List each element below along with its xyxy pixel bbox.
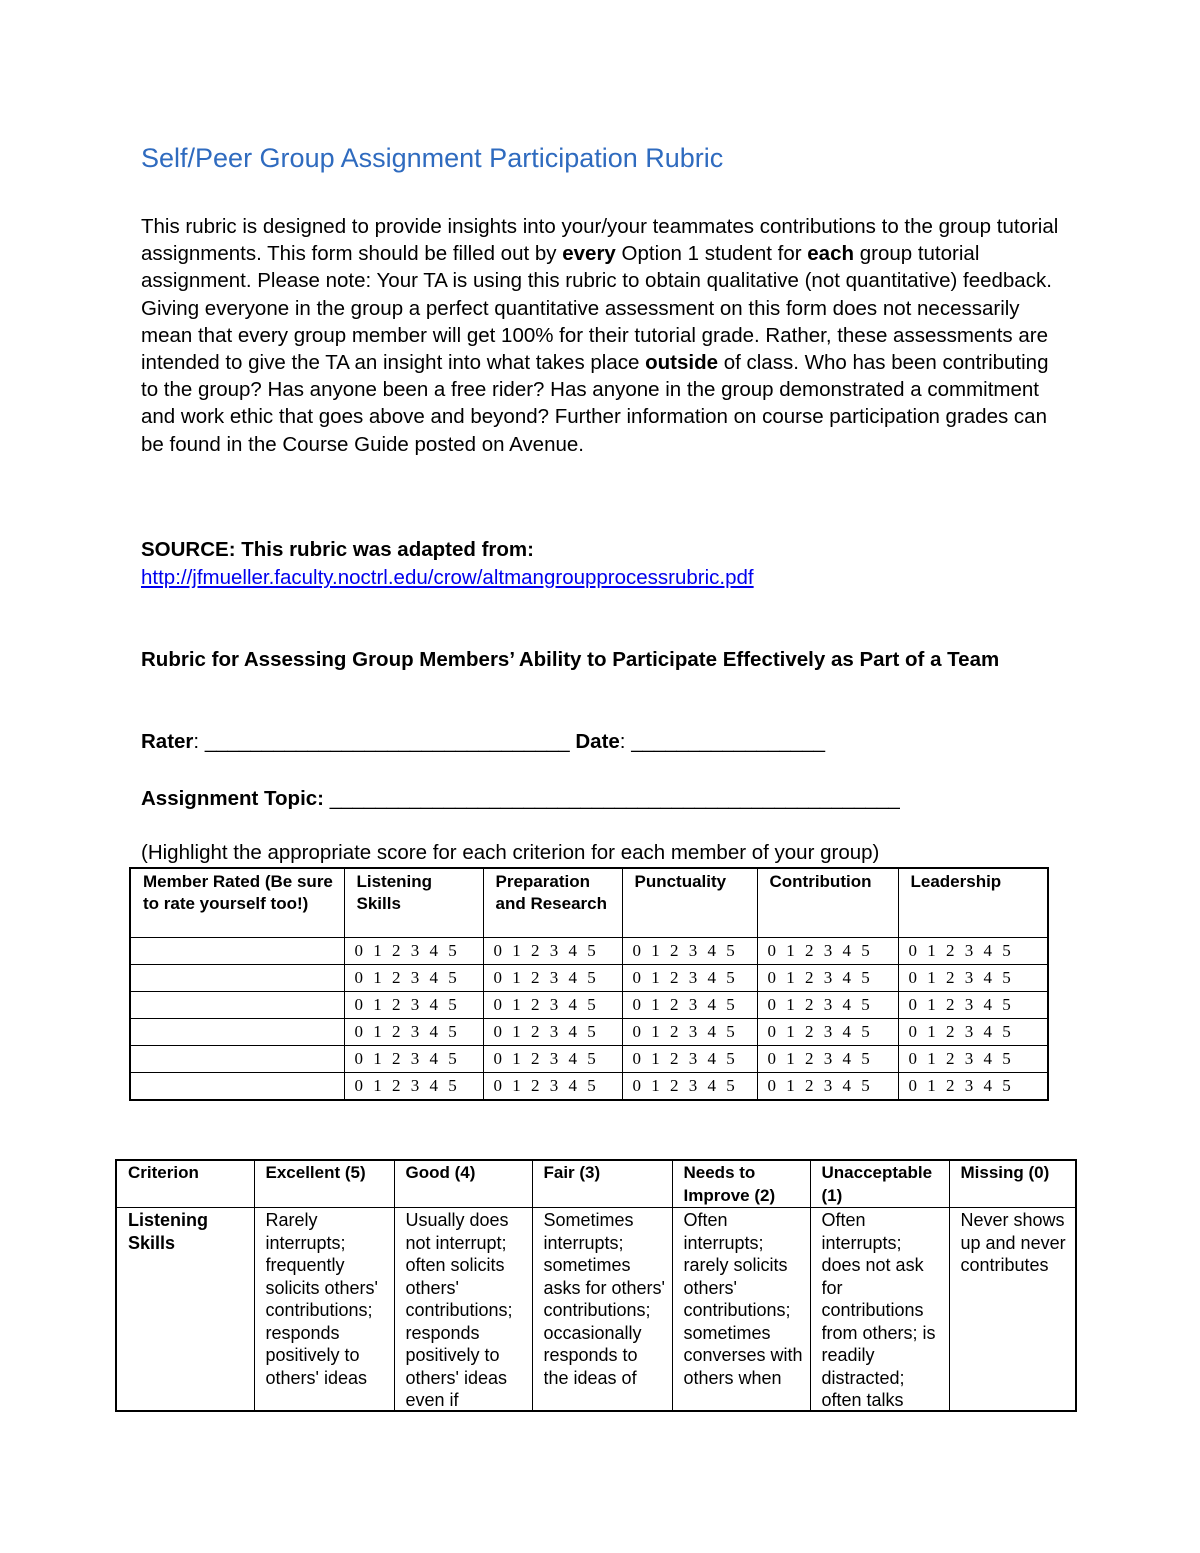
needs-cell: [672, 1208, 810, 1412]
score-cell[interactable]: 0 1 2 3 4 5: [483, 992, 622, 1019]
excellent-cell: [254, 1208, 394, 1412]
topic-label: Assignment Topic:: [141, 787, 324, 810]
score-cell[interactable]: 0 1 2 3 4 5: [483, 938, 622, 965]
score-cell[interactable]: 0 1 2 3 4 5: [622, 1046, 757, 1073]
missing-cell: [949, 1208, 1076, 1412]
unacceptable-text: Often interrupts; does not ask for contributions from others; is readily distracted; often talks: [821, 1210, 936, 1410]
header-leadership: Leadership: [898, 868, 1048, 938]
table-row: [130, 1046, 1048, 1073]
header-missing: Missing (0): [949, 1160, 1076, 1208]
intro-emphasis: outside: [645, 351, 719, 375]
score-cell[interactable]: 0 1 2 3 4 5: [483, 1019, 622, 1046]
score-cell[interactable]: 0 1 2 3 4 5: [483, 1046, 622, 1073]
table-row: [130, 1019, 1048, 1046]
rater-field[interactable]: [141, 730, 825, 754]
criteria-table-header: [116, 1160, 1076, 1208]
score-cell[interactable]: 0 1 2 3 4 5: [898, 938, 1048, 965]
score-table: [129, 867, 1049, 1101]
score-cell[interactable]: 0 1 2 3 4 5: [757, 965, 898, 992]
member-name-cell[interactable]: [130, 1019, 344, 1046]
table-row: [130, 938, 1048, 965]
table-row: [130, 992, 1048, 1019]
header-needs-to-improve: Needs to Improve (2): [672, 1160, 810, 1208]
header-good: Good (4): [394, 1160, 532, 1208]
score-cell[interactable]: 0 1 2 3 4 5: [757, 1073, 898, 1101]
source-link[interactable]: http://jfmueller.faculty.noctrl.edu/crow/altmangroupprocessrubric.pdf: [141, 566, 754, 589]
criteria-table: [115, 1159, 1077, 1412]
score-cell[interactable]: 0 1 2 3 4 5: [344, 1046, 483, 1073]
fair-cell: [532, 1208, 672, 1412]
member-name-cell[interactable]: [130, 992, 344, 1019]
member-name-cell[interactable]: [130, 965, 344, 992]
score-cell[interactable]: 0 1 2 3 4 5: [757, 938, 898, 965]
header-criterion: Criterion: [116, 1160, 254, 1208]
score-table-header: [130, 868, 1048, 938]
assignment-topic-field[interactable]: [141, 787, 900, 811]
missing-text: Never shows up and never contributes: [960, 1210, 1066, 1275]
criterion-text: Listening Skills: [128, 1210, 208, 1253]
score-cell[interactable]: 0 1 2 3 4 5: [622, 938, 757, 965]
instruction-text: (Highlight the appropriate score for each criterion for each member of your group): [141, 841, 880, 864]
header-contribution: Contribution: [757, 868, 898, 938]
header-preparation-research: Preparation and Research: [483, 868, 622, 938]
score-cell[interactable]: 0 1 2 3 4 5: [898, 1019, 1048, 1046]
score-cell[interactable]: 0 1 2 3 4 5: [898, 1073, 1048, 1101]
table-row: [130, 965, 1048, 992]
member-name-cell[interactable]: [130, 938, 344, 965]
score-cell[interactable]: 0 1 2 3 4 5: [622, 992, 757, 1019]
rater-line: : ________________________________: [193, 730, 576, 753]
header-punctuality: Punctuality: [622, 868, 757, 938]
score-cell[interactable]: 0 1 2 3 4 5: [622, 1073, 757, 1101]
score-cell[interactable]: 0 1 2 3 4 5: [757, 1046, 898, 1073]
rater-label: Rater: [141, 730, 194, 753]
header-excellent: Excellent (5): [254, 1160, 394, 1208]
intro-text: This rubric is designed to provide insights into your/your teammates contributions to the group tutorial assignments. This form should be filled out by: [141, 215, 1059, 266]
score-cell[interactable]: 0 1 2 3 4 5: [344, 938, 483, 965]
score-cell[interactable]: 0 1 2 3 4 5: [898, 1046, 1048, 1073]
header-listening-skills: Listening Skills: [344, 868, 483, 938]
score-cell[interactable]: 0 1 2 3 4 5: [898, 965, 1048, 992]
member-name-cell[interactable]: [130, 1073, 344, 1101]
good-cell: [394, 1208, 532, 1412]
criterion-name: [116, 1208, 254, 1412]
score-cell[interactable]: 0 1 2 3 4 5: [344, 1073, 483, 1101]
score-cell[interactable]: 0 1 2 3 4 5: [757, 1019, 898, 1046]
fair-text: Sometimes interrupts; sometimes asks for others' contributions; occasionally responds to the ideas of: [543, 1210, 665, 1388]
score-cell[interactable]: 0 1 2 3 4 5: [757, 992, 898, 1019]
score-cell[interactable]: 0 1 2 3 4 5: [344, 965, 483, 992]
unacceptable-cell: [810, 1208, 949, 1412]
date-line: : _________________: [619, 730, 826, 753]
good-text: Usually does not interrupt; often solicits others' contributions; responds positively to others' ideas even if: [405, 1210, 513, 1410]
score-cell[interactable]: 0 1 2 3 4 5: [344, 992, 483, 1019]
score-cell[interactable]: 0 1 2 3 4 5: [622, 965, 757, 992]
header-member-rated: Member Rated (Be sure to rate yourself too!): [130, 868, 344, 938]
score-cell[interactable]: 0 1 2 3 4 5: [622, 1019, 757, 1046]
intro-emphasis: every: [562, 242, 616, 266]
date-label: Date: [575, 730, 620, 753]
intro-paragraph: [141, 213, 1071, 458]
intro-text: Option 1 student for: [615, 242, 808, 266]
excellent-text: Rarely interrupts; frequently solicits others' contributions; responds positively to others' ideas: [265, 1210, 378, 1388]
score-cell[interactable]: 0 1 2 3 4 5: [344, 1019, 483, 1046]
needs-text: Often interrupts; rarely solicits others' contributions; sometimes converses with others when: [683, 1210, 803, 1388]
score-cell[interactable]: 0 1 2 3 4 5: [483, 965, 622, 992]
table-row: [116, 1208, 1076, 1412]
intro-text: group tutorial assignment. Please note: Your TA is using this rubric to obtain qualitative (not quantitative) feedback. Giving everyone in the group a perfect quantitative assessment on this form does not necessarily mean that every group member will get 100% for their tutorial grade. Rather, these assessments are intended to give the TA an insight into what takes place: [141, 242, 1052, 375]
score-cell[interactable]: 0 1 2 3 4 5: [483, 1073, 622, 1101]
header-unacceptable: Unacceptable (1): [810, 1160, 949, 1208]
rubric-heading: Rubric for Assessing Group Members’ Ability to Participate Effectively as Part of a Team: [141, 648, 1000, 671]
intro-text: of class. Who has been contributing to the group? Has anyone been a free rider? Has anyone in the group demonstrated a commitment and work ethic that goes above and beyond? Further information on course participation grades can be found in the Course Guide posted on Avenue.: [141, 351, 1049, 456]
member-name-cell[interactable]: [130, 1046, 344, 1073]
topic-line: __________________________________________________: [324, 787, 900, 810]
table-row: [130, 1073, 1048, 1101]
header-fair: Fair (3): [532, 1160, 672, 1208]
source-label: SOURCE: This rubric was adapted from:: [141, 538, 534, 561]
score-cell[interactable]: 0 1 2 3 4 5: [898, 992, 1048, 1019]
intro-emphasis: each: [807, 242, 855, 266]
page-title: Self/Peer Group Assignment Participation Rubric: [141, 143, 724, 173]
